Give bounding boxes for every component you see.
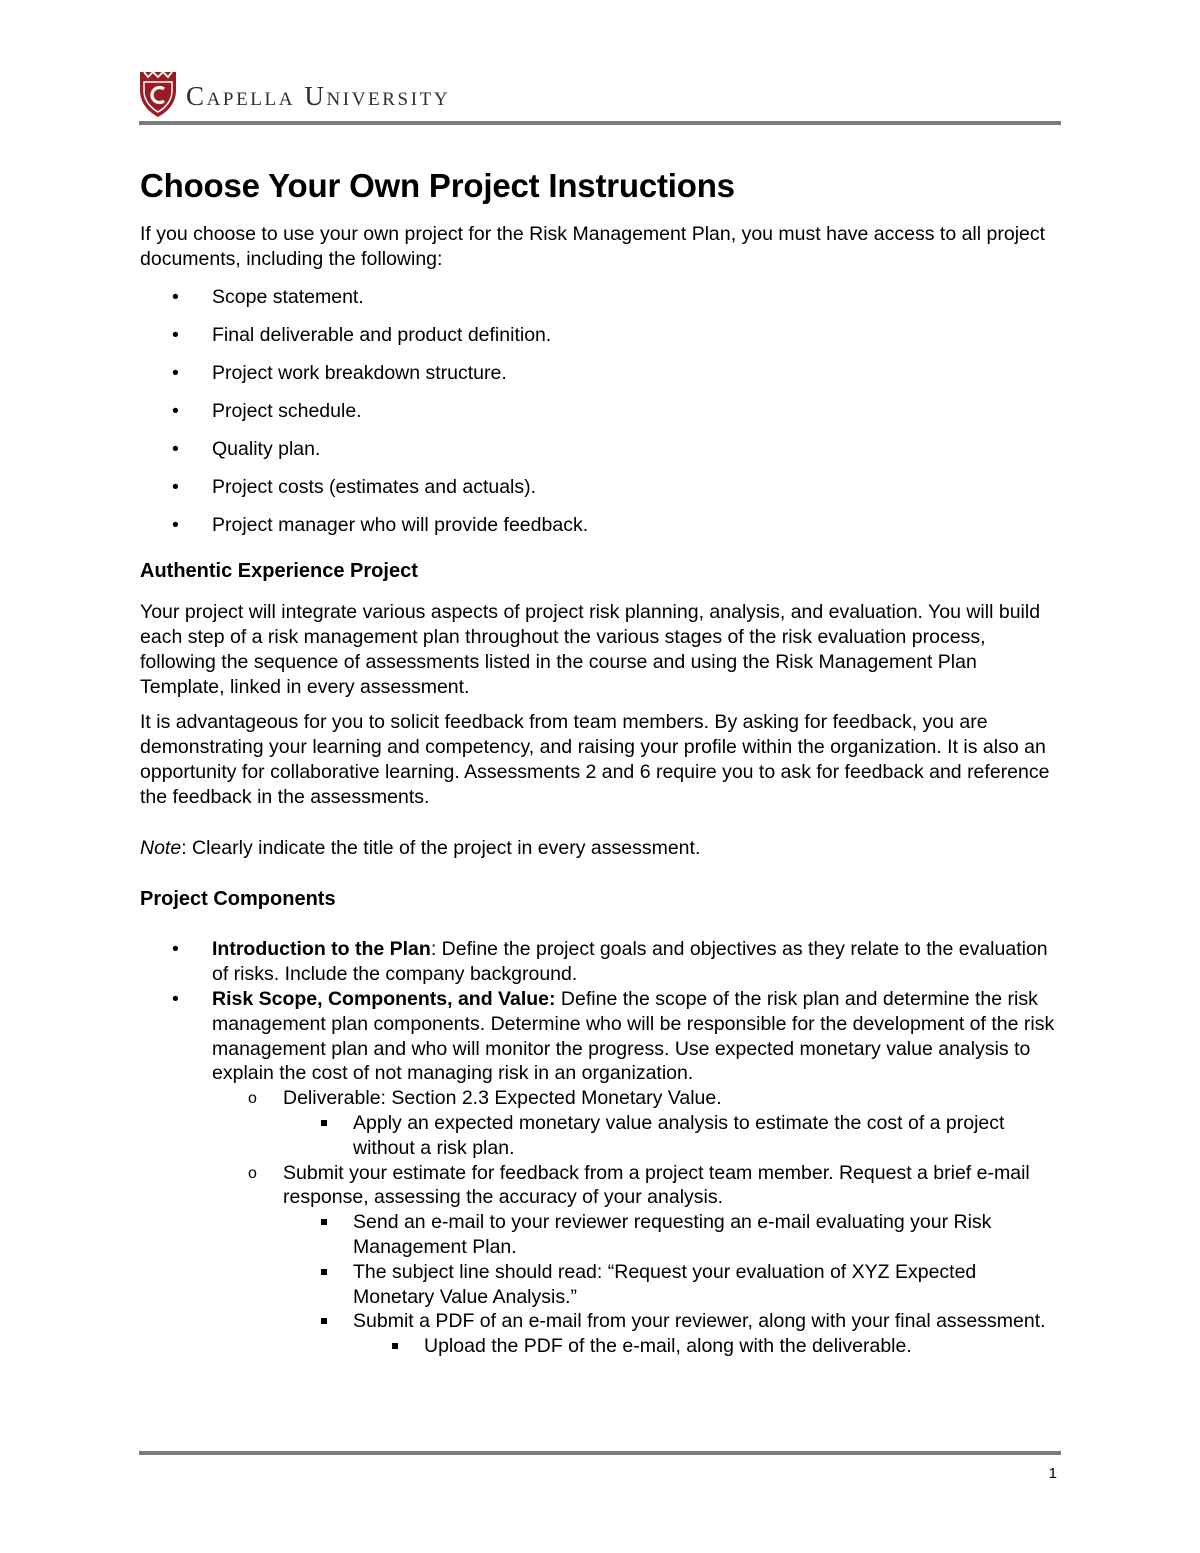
list-item: • Project manager who will provide feedback.	[140, 513, 1060, 538]
page-title: Choose Your Own Project Instructions	[140, 167, 735, 204]
shield-c-icon	[139, 70, 177, 118]
intro-paragraph: If you choose to use your own project for the Risk Management Plan, you must have access to all project documents, including the following:	[140, 223, 1046, 270]
list-item: Send an e-mail to your reviewer requesting an e-mail evaluating your Risk Management Plan.	[140, 1210, 1060, 1260]
list-item: • Scope statement.	[140, 285, 1060, 310]
header-rule	[139, 121, 1061, 125]
risk-label: Risk Scope, Components, and Value:	[212, 988, 556, 1011]
list-item: • Project costs (estimates and actuals).	[140, 475, 1060, 500]
components-heading: Project Components	[140, 888, 336, 911]
intro-label: Introduction to the Plan	[212, 938, 431, 961]
list-item: Apply an expected monetary value analysis to estimate the cost of a project without a risk plan.	[140, 1111, 1060, 1161]
document-body	[140, 164, 1060, 1359]
authentic-paragraph-1: Your project will integrate various aspects of project risk planning, analysis, and evaluation. You will build each step of a risk management plan throughout the various stages of the risk evaluation process, following the sequence of assessments listed in the course and using the Risk Management Plan Template, linked in every assessment.	[140, 601, 1041, 698]
page-number: 1	[1048, 1465, 1057, 1482]
note-paragraph	[140, 836, 1060, 861]
note-label: Note	[140, 836, 182, 859]
list-item: • Quality plan.	[140, 437, 1060, 462]
page-header	[139, 68, 450, 120]
list-item: The subject line should read: “Request your evaluation of XYZ Expected Monetary Value Analysis.”	[140, 1260, 1060, 1310]
requirements-list	[140, 285, 1060, 538]
list-item: o Deliverable: Section 2.3 Expected Monetary Value.	[140, 1086, 1060, 1111]
components-list	[140, 937, 1060, 1359]
footer-rule	[139, 1451, 1061, 1455]
list-item: o Submit your estimate for feedback from a project team member. Request a brief e-mail response, assessing the accuracy of your analysis.	[140, 1161, 1060, 1211]
list-item: Submit a PDF of an e-mail from your reviewer, along with your final assessment.	[140, 1309, 1060, 1334]
authentic-paragraph-2: It is advantageous for you to solicit feedback from team members. By asking for feedback, you are demonstrating your learning and competency, and raising your profile within the organization. It is also an opportunity for collaborative learning. Assessments 2 and 6 require you to ask for feedback and reference the feedback in the assessments.	[140, 711, 1050, 808]
brand-name: Capella University	[186, 80, 451, 111]
list-item: • Final deliverable and product definition.	[140, 323, 1060, 348]
list-item: • Project schedule.	[140, 399, 1060, 424]
list-item	[140, 987, 1060, 1086]
risk-text: Define the scope of the risk plan and determine the risk management plan components. Determine who will be responsible for the development of the risk management plan and who will monitor the progress. Use expected monetary value analysis to explain the cost of not managing risk in an organization.	[212, 988, 1055, 1085]
intro-text: : Define the project goals and objectives as they relate to the evaluation of risks. Include the company background.	[212, 938, 1048, 986]
note-text: : Clearly indicate the title of the project in every assessment.	[181, 836, 701, 859]
list-item	[140, 937, 1060, 987]
list-item: • Project work breakdown structure.	[140, 361, 1060, 386]
authentic-heading: Authentic Experience Project	[140, 560, 418, 583]
list-item: Upload the PDF of the e-mail, along with the deliverable.	[140, 1334, 1060, 1359]
